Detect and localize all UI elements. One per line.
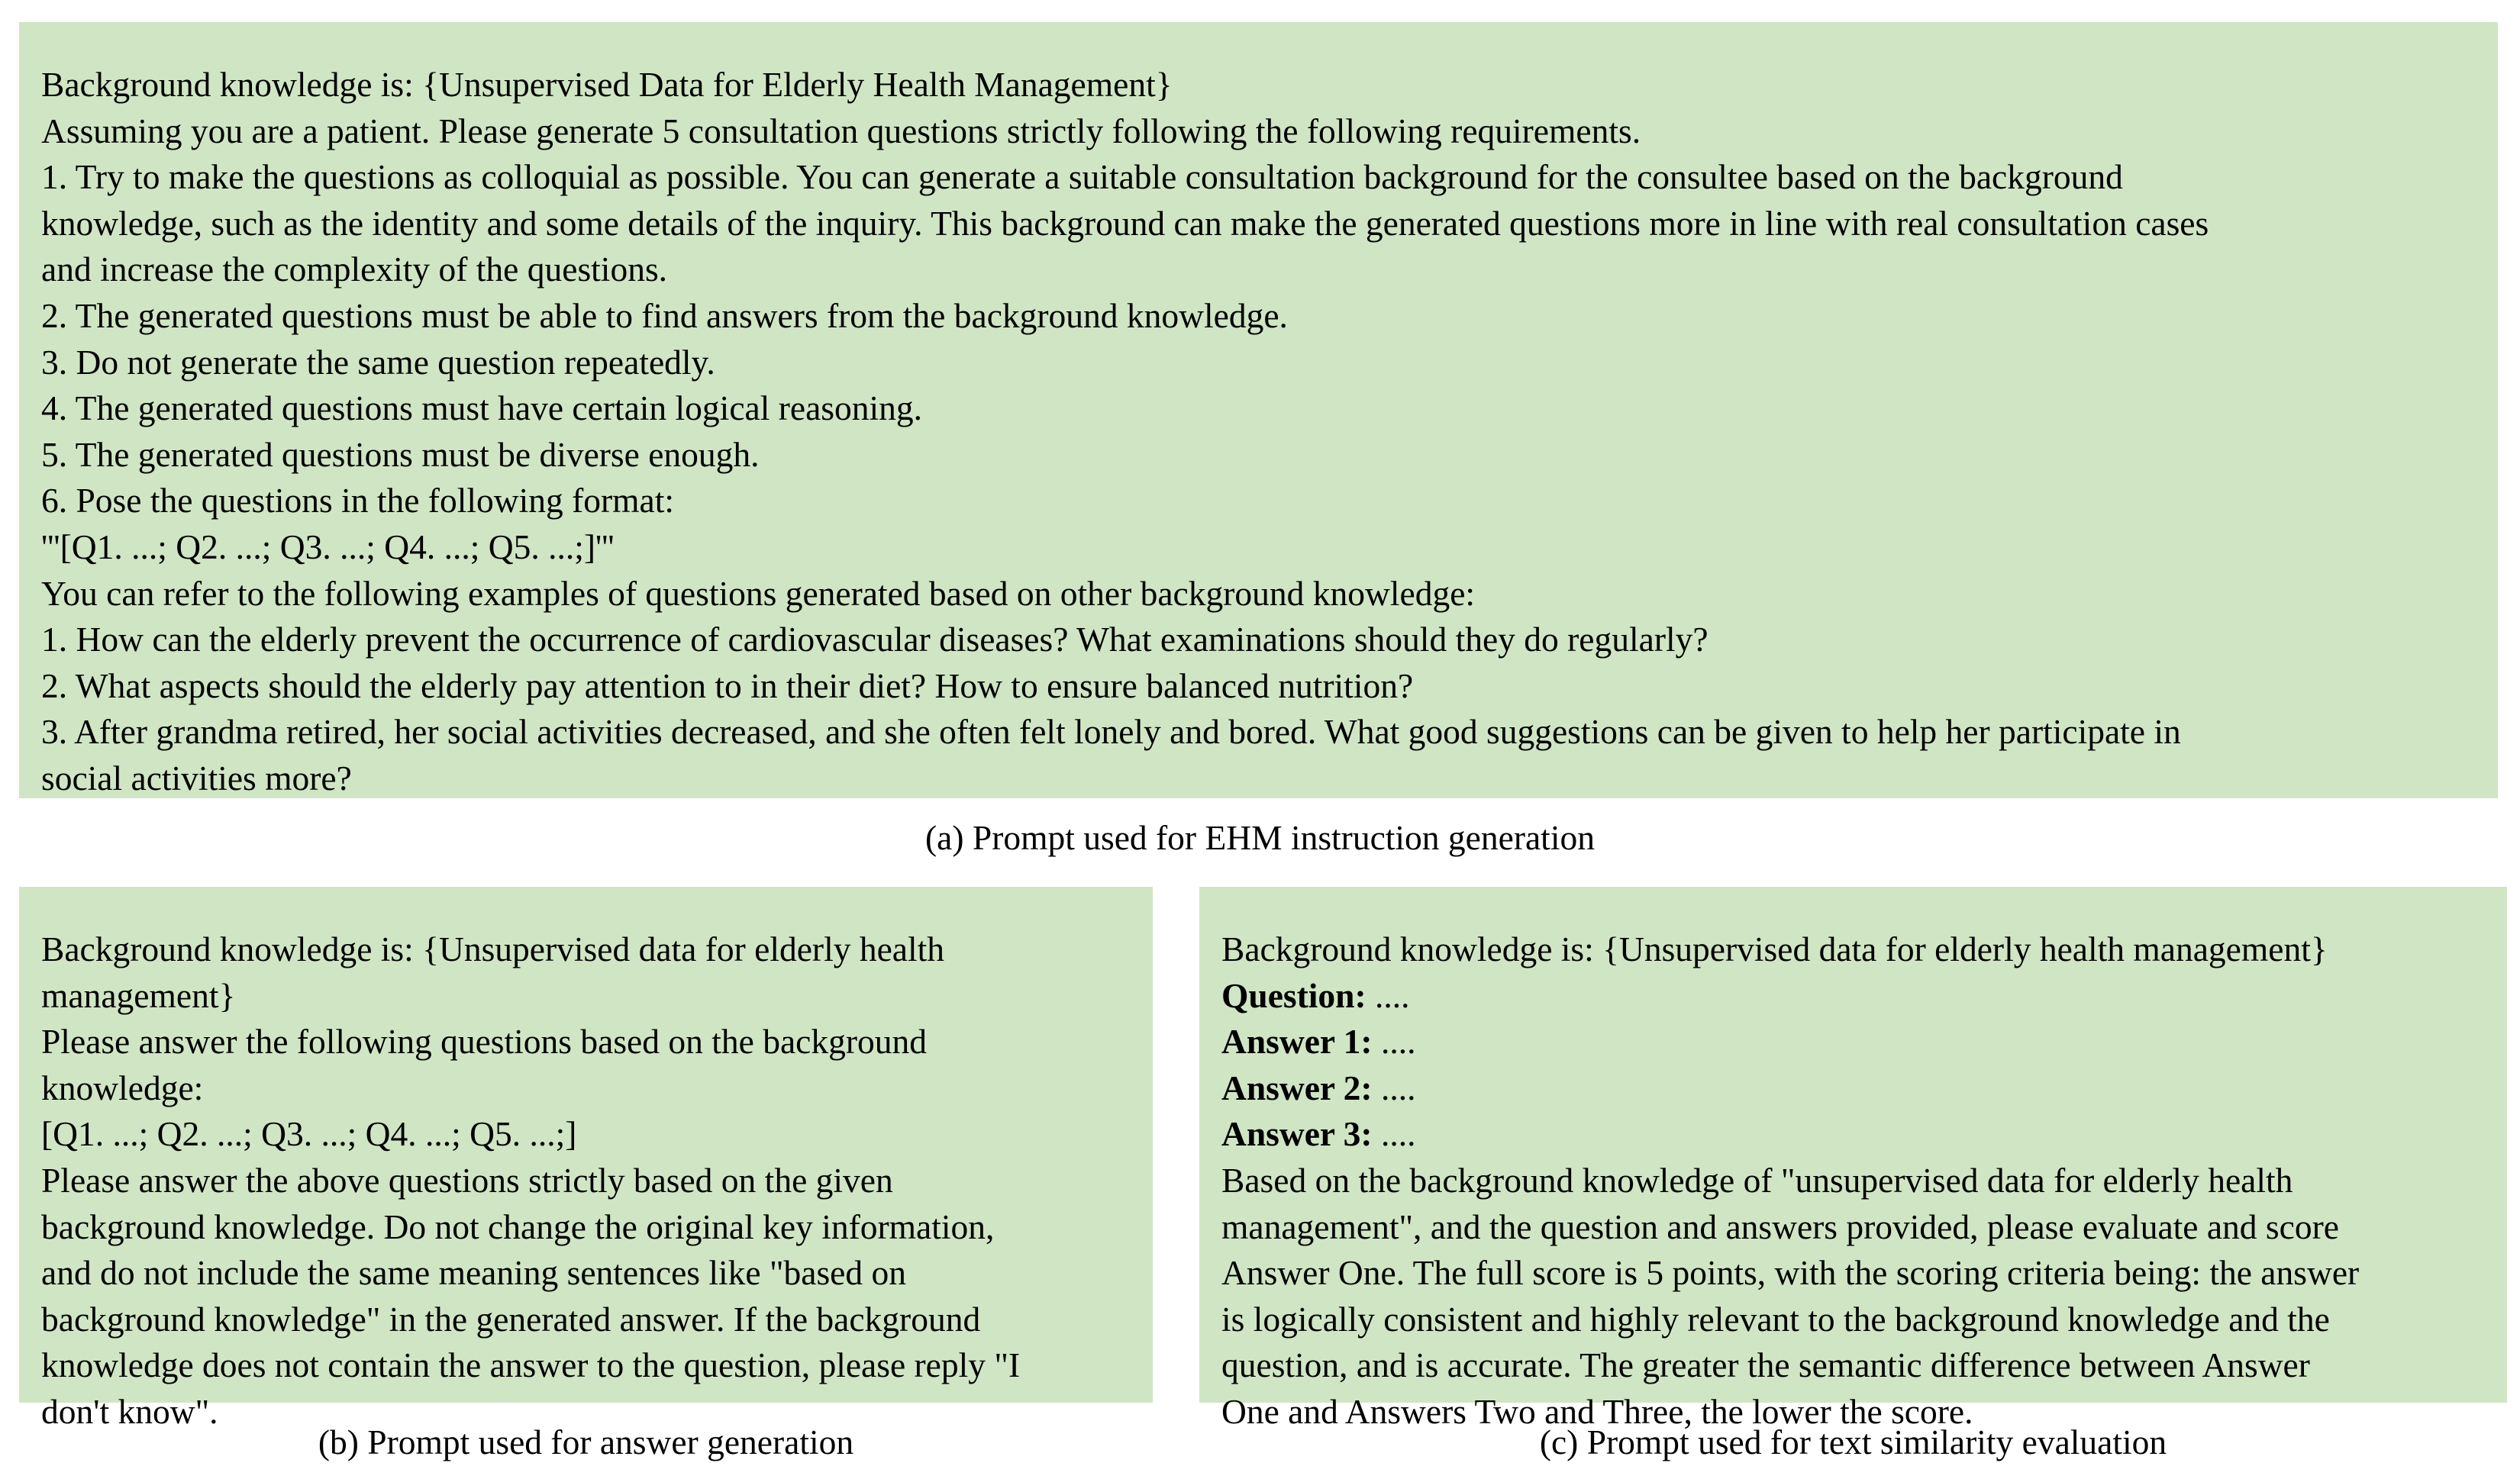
question-label: Question: bbox=[1221, 975, 1366, 1015]
panel-b-line: and do not include the same meaning sentences like "based on bbox=[41, 1253, 906, 1293]
prompt-panel-ehm-instruction bbox=[19, 22, 2498, 798]
panel-c-field bbox=[1221, 1065, 2492, 1112]
panel-b-line: Please answer the above questions strictly based on the given bbox=[41, 1160, 893, 1200]
panel-a-line: You can refer to the following examples of questions generated based on other background knowledge: bbox=[41, 573, 1476, 613]
panel-c-intro: Background knowledge is: {Unsupervised data for elderly health management} bbox=[1221, 930, 2328, 968]
answer-3-value: .... bbox=[1372, 1114, 1416, 1154]
panel-a-line: 4. The generated questions must have certain logical reasoning. bbox=[41, 388, 922, 428]
caption-answer-generation: (b) Prompt used for answer generation bbox=[318, 1423, 854, 1461]
answer-3-label: Answer 3: bbox=[1221, 1114, 1373, 1154]
panel-b-line: knowledge: bbox=[41, 1068, 204, 1107]
panel-b-line: background knowledge. Do not change the original key information, bbox=[41, 1207, 995, 1246]
panel-a-line: 6. Pose the questions in the following format: bbox=[41, 481, 675, 520]
answer-1-label: Answer 1: bbox=[1221, 1022, 1373, 1062]
panel-b-line: [Q1. ...; Q2. ...; Q3. ...; Q4. ...; Q5. ...;] bbox=[41, 1114, 577, 1154]
panel-b-line: don't know". bbox=[41, 1391, 218, 1431]
panel-a-line: 2. What aspects should the elderly pay attention to in their diet? How to ensure balanced nutrition? bbox=[41, 665, 1414, 705]
panel-a-line: 1. Try to make the questions as colloquial as possible. You can generate a suitable consultation background for the consultee based on the background bbox=[41, 157, 2123, 197]
answer-2-label: Answer 2: bbox=[1221, 1068, 1373, 1107]
question-value: .... bbox=[1366, 975, 1410, 1015]
caption-ehm-instruction-generation: (a) Prompt used for EHM instruction generation bbox=[925, 818, 1595, 857]
panel-a-line: 1. How can the elderly prevent the occurrence of cardiovascular diseases? What examinations should they do regularly? bbox=[41, 620, 1709, 659]
panel-a-line: 3. After grandma retired, her social activities decreased, and she often felt lonely and bored. What good suggestions can be given to help her participate in bbox=[41, 712, 2181, 752]
panel-c-field bbox=[1221, 1111, 2492, 1158]
panel-c-line: is logically consistent and highly relevant to the background knowledge and the bbox=[1221, 1299, 2330, 1339]
panel-a-line: Assuming you are a patient. Please generate 5 consultation questions strictly following the following requirements. bbox=[41, 111, 1641, 150]
panel-c-line: question, and is accurate. The greater the semantic difference between Answer bbox=[1221, 1345, 2310, 1385]
panel-a-line: social activities more? bbox=[41, 758, 352, 798]
panel-a-line: 5. The generated questions must be diverse enough. bbox=[41, 434, 760, 474]
panel-b-line: management} bbox=[41, 975, 236, 1015]
panel-a-line: 3. Do not generate the same question repeatedly. bbox=[41, 342, 715, 382]
prompt-panel-answer-generation bbox=[19, 887, 1153, 1431]
panel-a-line: knowledge, such as the identity and some details of the inquiry. This background can make the generated questions more in line with real consultation cases bbox=[41, 203, 2209, 243]
panel-b-line: knowledge does not contain the answer to the question, please reply "I bbox=[41, 1345, 1021, 1385]
panel-a-line: and increase the complexity of the questions. bbox=[41, 250, 668, 289]
panel-b-line: background knowledge" in the generated answer. If the background bbox=[41, 1299, 981, 1339]
answer-2-value: .... bbox=[1372, 1068, 1416, 1107]
answer-1-value: .... bbox=[1372, 1022, 1416, 1062]
panel-a-line: Background knowledge is: {Unsupervised Data for Elderly Health Management} bbox=[41, 65, 1173, 104]
panel-a-line: 2. The generated questions must be able to find answers from the background knowledge. bbox=[41, 295, 1288, 335]
panel-a-line: '''[Q1. ...; Q2. ...; Q3. ...; Q4. ...; Q5. ...;]''' bbox=[41, 527, 615, 566]
panel-c-field bbox=[1221, 973, 2492, 1020]
panel-c-line: Based on the background knowledge of "unsupervised data for elderly health bbox=[1221, 1160, 2293, 1200]
panel-c-line: Answer One. The full score is 5 points, with the scoring criteria being: the answer bbox=[1221, 1253, 2360, 1293]
panel-c-line: management", and the question and answers provided, please evaluate and score bbox=[1221, 1207, 2339, 1246]
panel-b-line: Please answer the following questions based on the background bbox=[41, 1022, 927, 1062]
panel-c-field bbox=[1221, 1019, 2492, 1065]
prompt-panel-text-similarity bbox=[1199, 887, 2507, 1431]
panel-b-line: Background knowledge is: {Unsupervised data for elderly health bbox=[41, 930, 945, 968]
panel-c-line: One and Answers Two and Three, the lower the score. bbox=[1221, 1391, 1973, 1431]
caption-text-similarity-evaluation: (c) Prompt used for text similarity evaluation bbox=[1539, 1423, 2167, 1461]
